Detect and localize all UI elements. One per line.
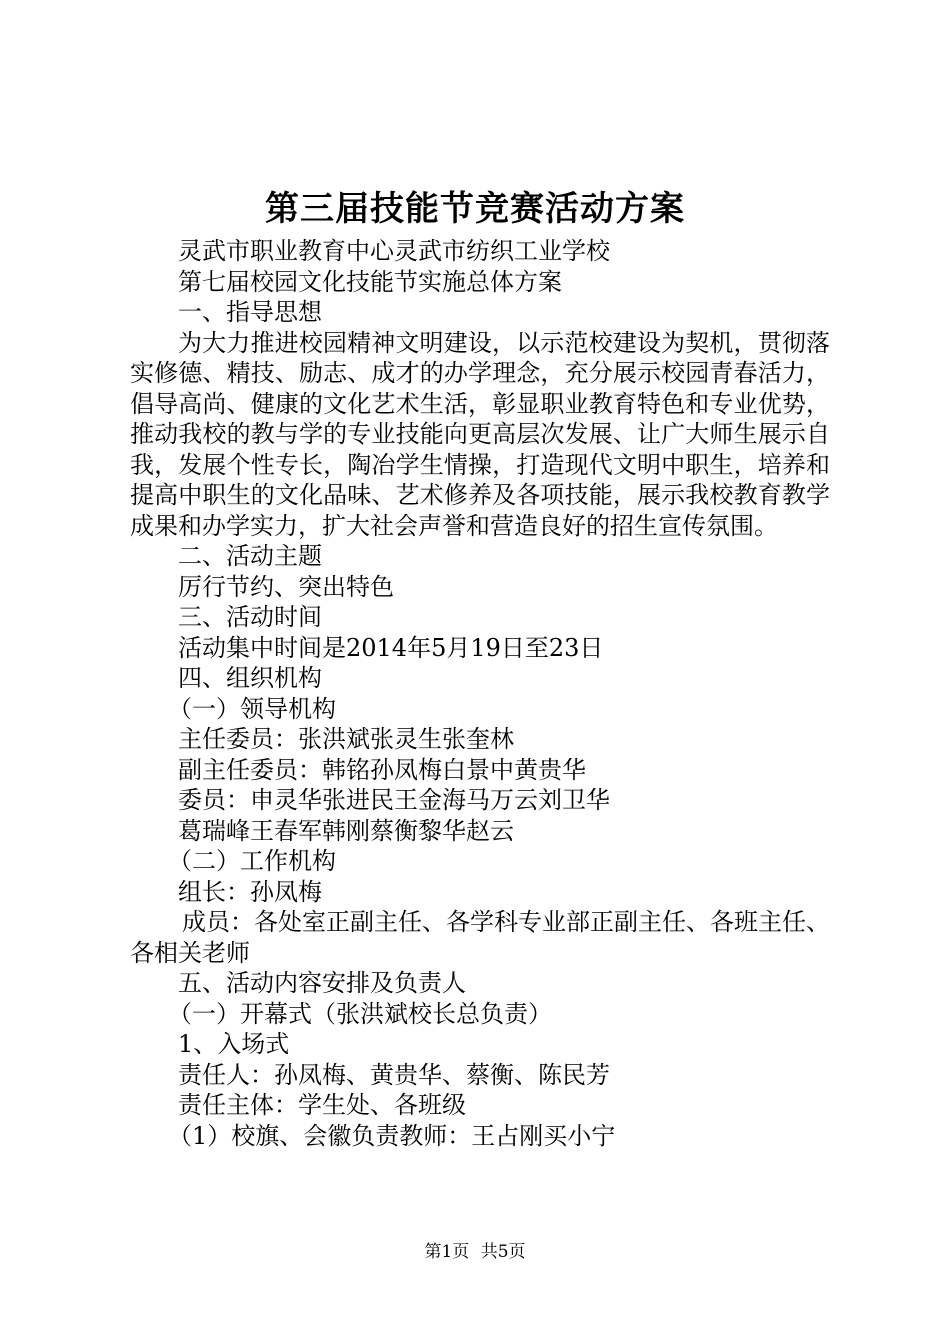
text-line: 委员：申灵华张进民王金海马万云刘卫华 bbox=[178, 786, 610, 814]
text-line: 活动集中时间是2014年5月19日至23日 bbox=[178, 633, 604, 662]
text-line: 葛瑞峰王春军韩刚蔡衡黎华赵云 bbox=[178, 816, 514, 845]
subsection-item: （1）校旗、会徽负责教师：王占刚买小宁 bbox=[168, 1121, 616, 1150]
section-heading: 一、指导思想 bbox=[178, 298, 322, 326]
document-title: 第三届技能节竞赛活动方案 bbox=[265, 189, 685, 229]
subsection-heading: （一）开幕式（张洪斌校长总负责） bbox=[168, 999, 552, 1028]
subsection-heading: （一）领导机构 bbox=[168, 694, 336, 723]
section-heading: 五、活动内容安排及负责人 bbox=[178, 969, 466, 997]
text-line: 1、入场式 bbox=[178, 1030, 290, 1058]
section-heading: 四、组织机构 bbox=[178, 664, 322, 692]
subsection-heading: （二）工作机构 bbox=[168, 847, 336, 875]
text-line: 副主任委员：韩铭孙凤梅白景中黄贵华 bbox=[178, 755, 586, 784]
text-line: 责任人：孙凤梅、黄贵华、蔡衡、陈民芳 bbox=[178, 1060, 610, 1089]
text-line: 灵武市职业教育中心灵武市纺织工业学校 bbox=[178, 237, 610, 265]
text-line: 主任委员：张洪斌张灵生张奎林 bbox=[178, 725, 514, 753]
text-line: 第七届校园文化技能节实施总体方案 bbox=[178, 267, 562, 296]
section-heading: 三、活动时间 bbox=[178, 603, 322, 631]
text-line: 责任主体：学生处、各班级 bbox=[178, 1091, 466, 1119]
page-total: 共5页 bbox=[480, 1242, 526, 1262]
page-footer bbox=[0, 1240, 950, 1264]
text-line: 组长：孙凤梅 bbox=[178, 877, 322, 906]
page-number: 第1页 bbox=[424, 1242, 470, 1262]
document-body bbox=[130, 236, 830, 1151]
paragraph-members: 成员：各处室正副主任、各学科专业部正副主任、各班主任、各相关老师 bbox=[130, 908, 830, 967]
section-heading: 二、活动主题 bbox=[178, 542, 322, 570]
text-line: 厉行节约、突出特色 bbox=[178, 572, 394, 601]
paragraph-guiding-ideology: 为大力推进校园精神文明建设，以示范校建设为契机，贯彻落实修德、精技、励志、成才的办学理念，充分展示校园青春活力，倡导高尚、健康的文化艺术生活，彰显职业教育特色和专业优势，推动我校的教与学的专业技能向更高层次发展、让广大师生展示自我，发展个性专长，陶冶学生情操，打造现代文明中职生，培养和提高中职生的文化品味、艺术修养及各项技能，展示我校教育教学成果和办学实力，扩大社会声誉和营造良好的招生宣传氛围。 bbox=[130, 328, 830, 540]
